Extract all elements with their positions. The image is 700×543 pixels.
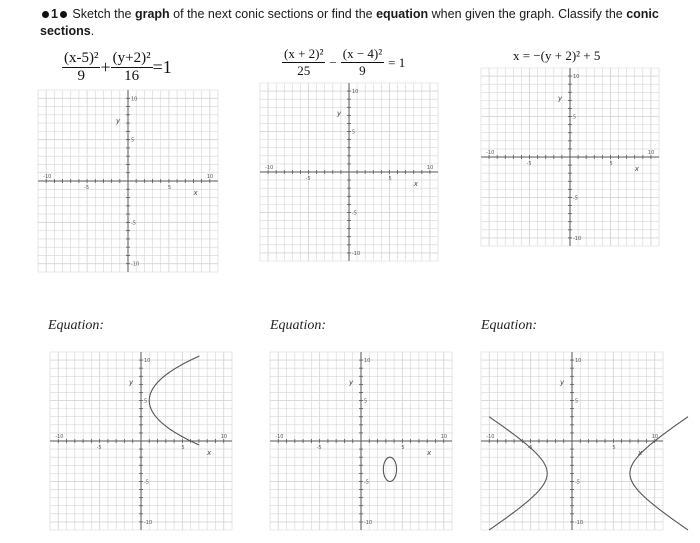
tick-label-x-neg5: -5 [84, 185, 90, 191]
tick-label-y-neg5: -5 [144, 479, 149, 486]
tick-label-x-10: 10 [440, 434, 448, 440]
instruction-part: of the next conic sections or find the [169, 7, 377, 21]
equation-1 [62, 50, 172, 85]
y-axis-label: y [349, 378, 354, 387]
instruction-part: when given the graph. Classify the [428, 7, 627, 21]
tick-label-y-5: 5 [364, 398, 368, 405]
tick-label-x-neg5: -5 [316, 445, 322, 451]
fraction [62, 50, 100, 85]
tick-label-y-neg10: -10 [144, 519, 153, 526]
tick-label-y-10: 10 [575, 358, 582, 365]
equals: =1 [152, 57, 172, 77]
denominator: 25 [282, 62, 325, 79]
tick-label-x-5: 5 [612, 445, 616, 451]
instruction-bold-equation: equation [376, 7, 429, 21]
equation-3: x = −(y + 2)² + 5 [513, 48, 601, 63]
instruction-bold-conic: conic sections [40, 7, 659, 38]
equation-2 [282, 46, 405, 79]
tick-label-y-5: 5 [575, 398, 579, 405]
graph-parabola-blank [481, 68, 659, 246]
instruction-part: . [90, 24, 95, 38]
x-axis-label: x [193, 189, 198, 197]
instruction-part: Sketch the [68, 7, 135, 21]
numerator: (x − 4)² [342, 46, 383, 61]
tick-label-y-neg5: -5 [575, 479, 580, 486]
tick-label-y-neg10: -10 [352, 250, 361, 257]
x-axis-label: x [638, 449, 643, 457]
tick-label-y-neg5: -5 [352, 210, 357, 217]
tick-label-x-5: 5 [181, 445, 185, 451]
tick-label-x-neg10: -10 [275, 434, 284, 440]
x-axis-label: x [413, 180, 418, 188]
equals: = 1 [388, 54, 406, 70]
fraction [341, 46, 384, 79]
tick-label-y-neg10: -10 [364, 519, 373, 526]
tick-label-x-10: 10 [426, 165, 434, 171]
graph-hyperbola-answer [481, 352, 663, 530]
tick-label-y-10: 10 [364, 358, 371, 365]
tick-label-x-neg10: -10 [486, 434, 495, 440]
graph-parabola-answer [50, 352, 232, 530]
instruction-text [40, 6, 680, 40]
tick-label-x-neg10: -10 [43, 174, 52, 180]
x-axis-label: x [634, 165, 639, 173]
tick-label-x-5: 5 [388, 176, 392, 182]
y-axis-label: y [558, 94, 563, 103]
tick-label-y-neg5: -5 [131, 220, 136, 227]
graph-ellipse-answer [270, 352, 452, 530]
tick-label-y-neg5: -5 [364, 479, 369, 486]
tick-label-y-5: 5 [144, 398, 148, 405]
tick-label-y-5: 5 [352, 129, 356, 136]
y-axis-label: y [560, 378, 565, 387]
tick-label-y-neg10: -10 [131, 261, 140, 268]
problem-number: 1 [51, 7, 58, 21]
tick-label-y-10: 10 [573, 74, 580, 81]
tick-label-x-neg5: -5 [96, 445, 102, 451]
numerator: (x-5)² [64, 50, 99, 66]
instruction-bold-graph: graph [134, 7, 170, 21]
x-axis-label: x [207, 449, 212, 457]
operator: + [100, 57, 111, 77]
numerator: (y+2)² [112, 50, 151, 66]
equation-label-3: Equation: [481, 318, 537, 333]
denominator: 16 [111, 67, 153, 85]
tick-label-y-neg5: -5 [573, 195, 578, 202]
tick-label-x-neg10: -10 [265, 165, 274, 171]
fraction [111, 50, 153, 85]
tick-label-y-neg10: -10 [575, 519, 584, 526]
bullet-icon [42, 11, 49, 18]
equation-label-2: Equation: [270, 318, 326, 333]
tick-label-x-neg10: -10 [55, 434, 64, 440]
tick-label-y-10: 10 [131, 96, 138, 103]
ellipse-curve [383, 457, 396, 481]
y-axis-label: y [129, 378, 134, 387]
tick-label-x-neg5: -5 [305, 176, 311, 182]
tick-label-y-10: 10 [352, 89, 359, 96]
numerator: (x + 2)² [284, 46, 324, 61]
tick-label-x-5: 5 [167, 185, 172, 191]
bullet-icon [60, 11, 67, 18]
graph-ellipse-blank [38, 90, 218, 272]
equation-label-1: Equation: [48, 318, 104, 333]
denominator: 9 [341, 62, 384, 79]
operator: − [329, 54, 337, 70]
tick-label-y-5: 5 [573, 114, 577, 121]
tick-label-y-neg10: -10 [573, 235, 582, 242]
tick-label-x-neg5: -5 [527, 445, 533, 451]
tick-label-x-neg10: -10 [486, 150, 495, 156]
tick-label-x-10: 10 [647, 150, 655, 156]
tick-label-y-10: 10 [144, 358, 151, 365]
tick-label-x-10: 10 [206, 174, 214, 180]
y-axis-label: y [116, 117, 121, 126]
denominator: 9 [62, 67, 100, 85]
tick-label-x-neg5: -5 [526, 161, 532, 167]
tick-label-x-5: 5 [401, 445, 405, 451]
tick-label-y-5: 5 [131, 137, 135, 144]
fraction [282, 46, 325, 79]
tick-label-x-5: 5 [609, 161, 613, 167]
y-axis-label: y [337, 109, 342, 118]
graph-hyperbola-blank [260, 83, 438, 261]
tick-label-x-10: 10 [651, 434, 659, 440]
tick-label-x-10: 10 [220, 434, 228, 440]
x-axis-label: x [427, 449, 432, 457]
